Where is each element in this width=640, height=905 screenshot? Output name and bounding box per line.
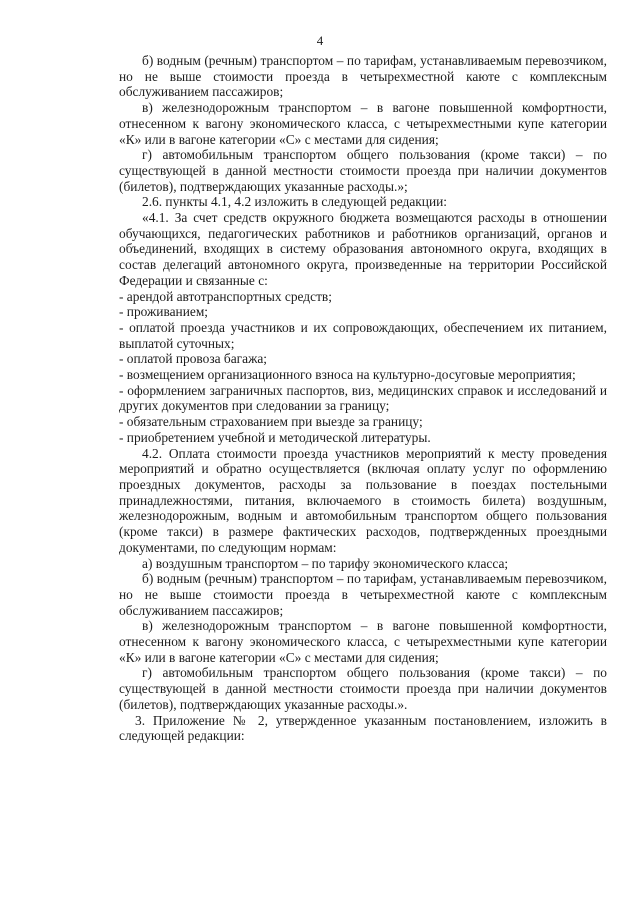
paragraph-rail-transport: в) железнодорожным транспортом – в вагоне повышенной комфортности, отнесенном к вагону экономического класса, с четырехместными купе категории «К» или в вагоне категории «С» с местами для сидения; [119,100,607,147]
list-item-vehicle-rental: - арендой автотранспортных средств; [119,288,332,304]
paragraph-road-transport-2: г) автомобильным транспортом общего пользования (кроме такси) – по существующей в данной местности стоимости проезда при наличии документов (билетов), подтверждающих указанные расходы.». [119,665,607,712]
list-item-organizational-fee: - возмещением организационного взноса на культурно-досуговые мероприятия; [119,367,576,383]
paragraph-water-transport: б) водным (речным) транспортом – по тарифам, устанавливаемым перевозчиком, но не выше стоимости проезда в четырехместной каюте с комплексным обслуживанием пассажиров; [119,53,607,100]
paragraph-air-transport: а) воздушным транспортом – по тарифу экономического класса; [142,555,509,571]
list-item-accommodation: - проживанием; [119,304,209,320]
paragraph-clause-4-1: «4.1. За счет средств окружного бюджета возмещаются расходы в отношении обучающихся, педагогических работников и работников организаций, органов и объединений, входящих в систему образования автономного округа, входящих в состав делегаций автономного округа, произведенные на территории Российской Федерации и связанные с: [119,210,607,288]
list-item-passports-visas: - оформлением заграничных паспортов, виз, медицинских справок и исследований и других документов при следовании за границу; [119,382,607,414]
page-number: 4 [316,33,324,48]
list-item-literature: - приобретением учебной и методической литературы. [119,429,431,445]
list-item-travel-payment: - оплатой проезда участников и их сопровождающих, обеспечением их питанием, выплатой суточных; [119,319,607,351]
paragraph-section-2-6: 2.6. пункты 4.1, 4.2 изложить в следующей редакции: [142,194,448,210]
paragraph-clause-4-2: 4.2. Оплата стоимости проезда участников мероприятий к месту проведения мероприятий и обратно осуществляется (включая оплату услуг по оформлению проездных документов, расходы за пользование в поездах постельными принадлежностями, питания, включаемого в стоимость билета) воздушным, железнодорожным, водным и автомобильным транспортом общего пользования (кроме такси) в размере фактических расходов, подтвержденных проездными документами, по следующим нормам: [119,445,607,555]
document-body [119,53,607,744]
list-item-baggage: - оплатой провоза багажа; [119,351,268,367]
paragraph-road-transport: г) автомобильным транспортом общего пользования (кроме такси) – по существующей в данной местности стоимости проезда при наличии документов (билетов), подтверждающих указанные расходы.»; [119,147,607,194]
list-item-insurance: - обязательным страхованием при выезде за границу; [119,414,423,430]
paragraph-rail-transport-2: в) железнодорожным транспортом – в вагоне повышенной комфортности, отнесенном к вагону экономического класса, с четырехместными купе категории «К» или в вагоне категории «С» с местами для сидения; [119,618,607,665]
paragraph-water-transport-2: б) водным (речным) транспортом – по тарифам, устанавливаемым перевозчиком, но не выше стоимости проезда в четырехместной каюте с комплексным обслуживанием пассажиров; [119,571,607,618]
paragraph-appendix-2: 3. Приложение № 2, утвержденное указанным постановлением, изложить в следующей редакции: [119,712,607,744]
